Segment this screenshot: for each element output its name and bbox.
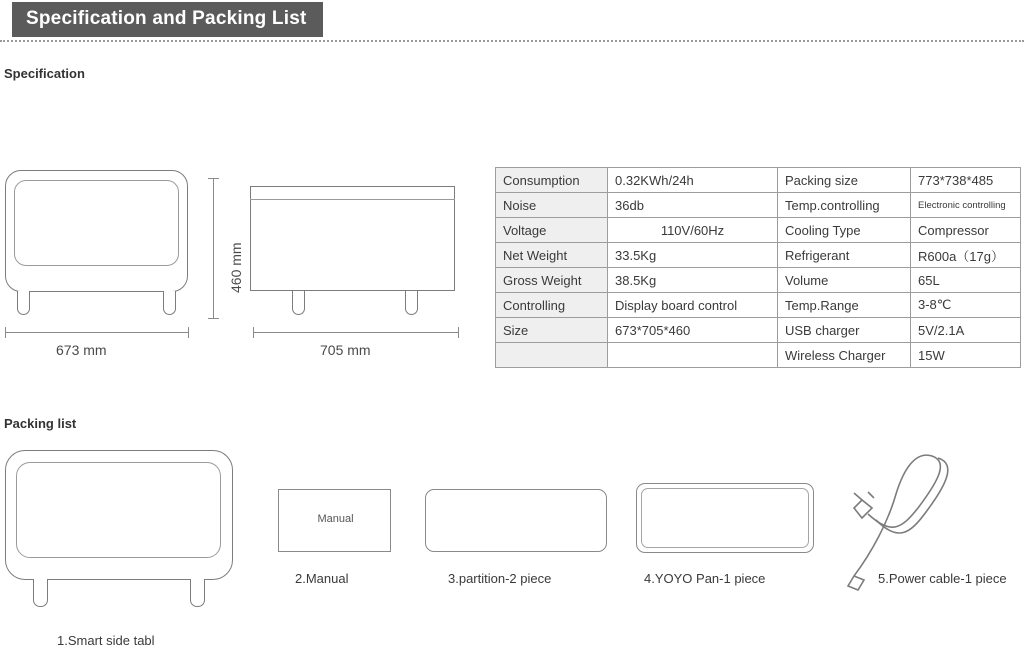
cell-value: 36db [608,193,778,218]
cell-key: Consumption [496,168,608,193]
front-width-dimension-tick [5,327,6,338]
cabinet-leg [163,291,176,315]
side-width-dimension-label: 705 mm [320,342,371,358]
cell-value2: R600a（17g） [911,243,1021,268]
cell-key2: Temp.controlling [778,193,911,218]
packing-item-cabinet-drawing [5,450,235,610]
cell-value: 673*705*460 [608,318,778,343]
cell-key: Gross Weight [496,268,608,293]
cell-value2: 773*738*485 [911,168,1021,193]
cell-value2: Compressor [911,218,1021,243]
packing-item-pan-inner [641,488,809,548]
front-width-dimension-label: 673 mm [56,342,107,358]
cell-key2: Temp.Range [778,293,911,318]
table-row [496,193,1021,218]
specification-table [495,167,1021,368]
page-title: Specification and Packing List [12,2,323,37]
cell-key [496,343,608,368]
cell-key2: Wireless Charger [778,343,911,368]
manual-label: Manual [317,513,354,525]
table-row [496,343,1021,368]
cabinet-front-door [14,180,179,266]
cell-value [608,343,778,368]
packing-item-caption-2: 2.Manual [295,571,349,586]
table-row [496,293,1021,318]
side-width-dimension-tick [253,327,254,338]
cabinet-leg [190,579,205,607]
cabinet-leg [405,291,418,315]
cell-value: 33.5Kg [608,243,778,268]
cabinet-leg [33,579,48,607]
packing-item-caption-1: 1.Smart side tabl [57,633,155,648]
height-dimension-tick [208,318,219,319]
packing-item-caption-4: 4.YOYO Pan-1 piece [644,571,766,586]
cabinet-side-outline [250,186,455,291]
side-view-drawing [250,170,460,295]
header-divider [0,40,1024,42]
cell-value2: 65L [911,268,1021,293]
side-width-dimension-line [253,332,458,333]
cell-value: 0.32KWh/24h [608,168,778,193]
specification-heading: Specification [4,66,85,81]
table-row [496,268,1021,293]
packing-item-partition-drawing [425,489,607,552]
cell-key2: USB charger [778,318,911,343]
cell-value: Display board control [608,293,778,318]
cell-value2: Electronic controlling [911,193,1021,218]
table-row [496,218,1021,243]
height-dimension-line [213,178,214,318]
cell-value: 110V/60Hz [608,218,778,243]
cell-key: Voltage [496,218,608,243]
packing-item-caption-3: 3.partition-2 piece [448,571,552,586]
cell-value: 38.5Kg [608,268,778,293]
packing-list-heading: Packing list [4,416,77,431]
front-width-dimension-tick [188,327,189,338]
height-dimension-label: 460 mm [228,242,244,293]
cell-value2: 5V/2.1A [911,318,1021,343]
specification-table-body [496,168,1021,368]
table-row [496,243,1021,268]
cell-key: Net Weight [496,243,608,268]
cabinet-side-top-panel [250,186,455,200]
cell-value2: 15W [911,343,1021,368]
cell-key2: Cooling Type [778,218,911,243]
cell-key: Controlling [496,293,608,318]
table-row [496,168,1021,193]
table-row [496,318,1021,343]
cabinet-leg [17,291,30,315]
cabinet-door [16,462,221,558]
cell-key: Noise [496,193,608,218]
front-view-drawing [5,170,190,295]
cell-key: Size [496,318,608,343]
cell-key2: Refrigerant [778,243,911,268]
packing-item-manual-drawing [278,489,391,552]
height-dimension-tick [208,178,219,179]
side-width-dimension-tick [458,327,459,338]
cell-value2: 3-8℃ [911,293,1021,318]
cabinet-leg [292,291,305,315]
packing-item-caption-5: 5.Power cable-1 piece [878,571,1007,586]
front-width-dimension-line [5,332,188,333]
cell-key2: Volume [778,268,911,293]
cell-key2: Packing size [778,168,911,193]
